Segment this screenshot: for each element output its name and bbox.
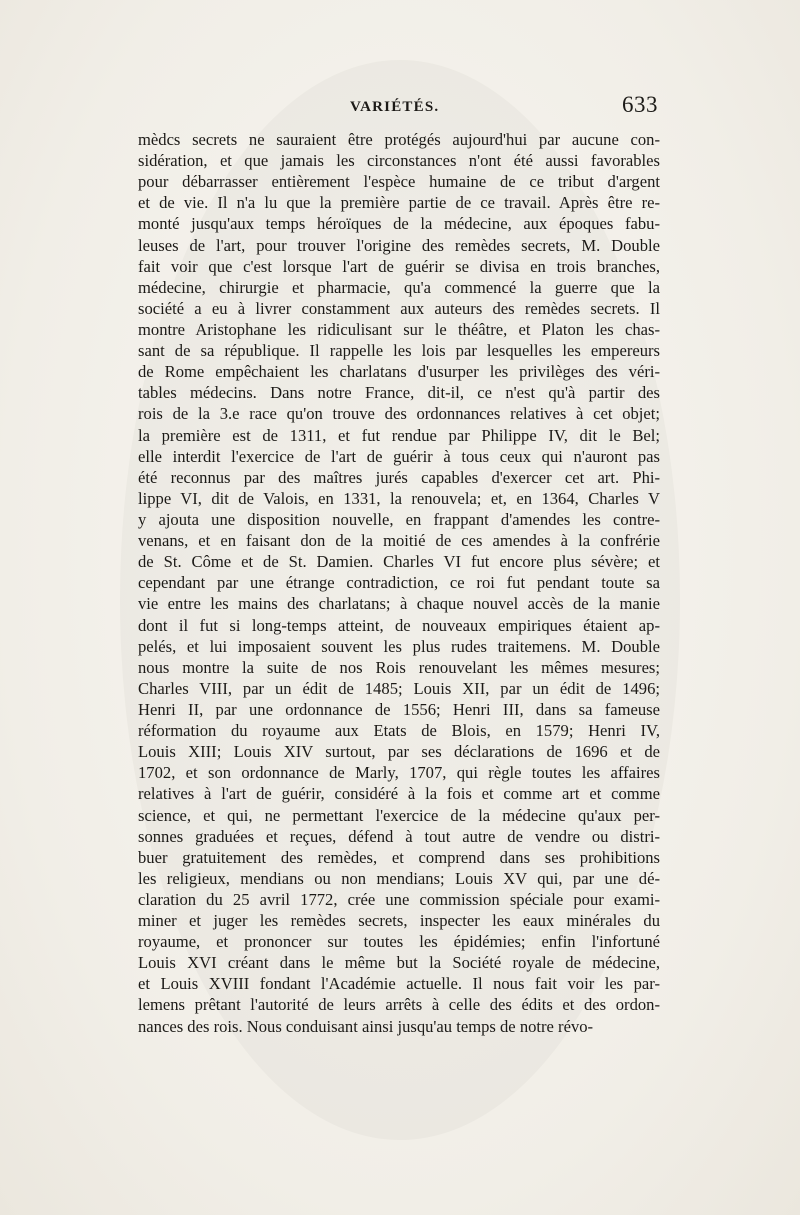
text-line: vie entre les mains des charlatans; à chaque nouvel accès de la manie xyxy=(138,594,660,614)
text-line: miner et juger les remèdes secrets, inspecter les eaux minérales du xyxy=(138,911,660,931)
text-line: les religieux, mendians ou non mendians; Louis XV qui, par une dé- xyxy=(138,868,660,888)
text-line: fait voir que c'est lorsque l'art de guérir se divisa en trois branches, xyxy=(138,256,660,276)
text-line: société a eu à livrer constamment aux auteurs des remèdes secrets. Il xyxy=(138,298,660,318)
page-header xyxy=(138,92,658,122)
text-line: Louis XIII; Louis XIV surtout, par ses déclarations de 1696 et de xyxy=(138,742,660,762)
text-line: pour débarrasser entièrement l'espèce humaine de ce tribut d'argent xyxy=(138,172,660,192)
text-line: sonnes graduées et reçues, défend à tout autre de vendre ou distri- xyxy=(138,826,660,846)
text-line: de Rome empêchaient les charlatans d'usurper les privilèges des véri- xyxy=(138,362,660,382)
text-line: réformation du royaume aux Etats de Blois, en 1579; Henri IV, xyxy=(138,721,660,741)
text-line: lippe VI, dit de Valois, en 1331, la renouvela; et, en 1364, Charles V xyxy=(138,488,660,508)
text-line: y ajouta une disposition nouvelle, en frappant d'amendes les contre- xyxy=(138,509,660,529)
text-line: sant de sa république. Il rappelle les lois par lesquelles les empereurs xyxy=(138,341,660,361)
text-line: montre Aristophane les ridiculisant sur le théâtre, et Platon les chas- xyxy=(138,319,660,339)
text-line: science, et qui, ne permettant l'exercice de la médecine qu'aux per- xyxy=(138,805,660,825)
text-line: et Louis XVIII fondant l'Académie actuelle. Il nous fait voir les par- xyxy=(138,974,660,994)
text-line: et de vie. Il n'a lu que la première partie de ce travail. Après être re- xyxy=(138,193,660,213)
text-line: nous montre la suite de nos Rois renouvelant les mêmes mesures; xyxy=(138,657,660,677)
text-line: rois de la 3.e race qu'on trouve des ordonnances relatives à cet objet; xyxy=(138,404,660,424)
text-line: mèdcs secrets ne sauraient être protégés aujourd'hui par aucune con- xyxy=(138,130,660,149)
text-line: sidération, et que jamais les circonstances n'ont été aussi favorables xyxy=(138,151,660,171)
text-line: Charles VIII, par un édit de 1485; Louis XII, par un édit de 1496; xyxy=(138,678,660,698)
body-text xyxy=(138,129,660,1037)
text-line: leuses de l'art, pour trouver l'origine des remèdes secrets, M. Double xyxy=(138,235,660,255)
text-line: elle interdit l'exercice de l'art de guérir à tous ceux qui n'auront pas xyxy=(138,446,660,466)
text-line: nances des rois. Nous conduisant ainsi jusqu'au temps de notre révo- xyxy=(138,1016,594,1036)
text-line: lemens prêtant l'autorité de leurs arrêts à celle des édits et des ordon- xyxy=(138,995,660,1015)
text-line: dont il fut si long-temps atteint, de nouveaux empiriques étaient ap- xyxy=(138,615,660,635)
text-line: venans, et en faisant don de la moitié de ces amendes à la confrérie xyxy=(138,531,660,551)
text-line: Louis XVI créant dans le même but la Société royale de médecine, xyxy=(138,953,660,973)
text-line: buer gratuitement des remèdes, et comprend dans ses prohibitions xyxy=(138,847,660,867)
text-line: la première est de 1311, et fut rendue par Philippe IV, dit le Bel; xyxy=(138,425,660,445)
text-line: claration du 25 avril 1772, crée une commission spéciale pour exami- xyxy=(138,889,660,909)
text-line: royaume, et prononcer sur toutes les épidémies; enfin l'infortuné xyxy=(138,932,660,952)
text-line: 1702, et son ordonnance de Marly, 1707, qui règle toutes les affaires xyxy=(138,763,660,783)
text-line: cependant par une étrange contradiction, ce roi fut pendant toute sa xyxy=(138,573,660,593)
page-number: 633 xyxy=(622,92,658,117)
text-line: pelés, et lui imposaient souvent les plus rudes traitemens. M. Double xyxy=(138,636,660,656)
text-line: monté jusqu'aux temps héroïques de la médecine, aux époques fabu- xyxy=(138,214,660,234)
text-line: relatives à l'art de guérir, considéré à la fois et comme art et comme xyxy=(138,784,660,804)
text-line: Henri II, par une ordonnance de 1556; Henri III, dans sa fameuse xyxy=(138,699,660,719)
running-title: VARIÉTÉS. xyxy=(350,99,440,115)
text-line: médecine, chirurgie et pharmacie, qu'a commencé la guerre que la xyxy=(138,277,660,297)
text-line: tables médecins. Dans notre France, dit-il, ce n'est qu'à partir des xyxy=(138,383,660,403)
text-line: de St. Côme et de St. Damien. Charles VI fut encore plus sévère; et xyxy=(138,552,660,572)
text-line: été reconnus par des maîtres jurés capables d'exercer cet art. Phi- xyxy=(138,467,660,487)
